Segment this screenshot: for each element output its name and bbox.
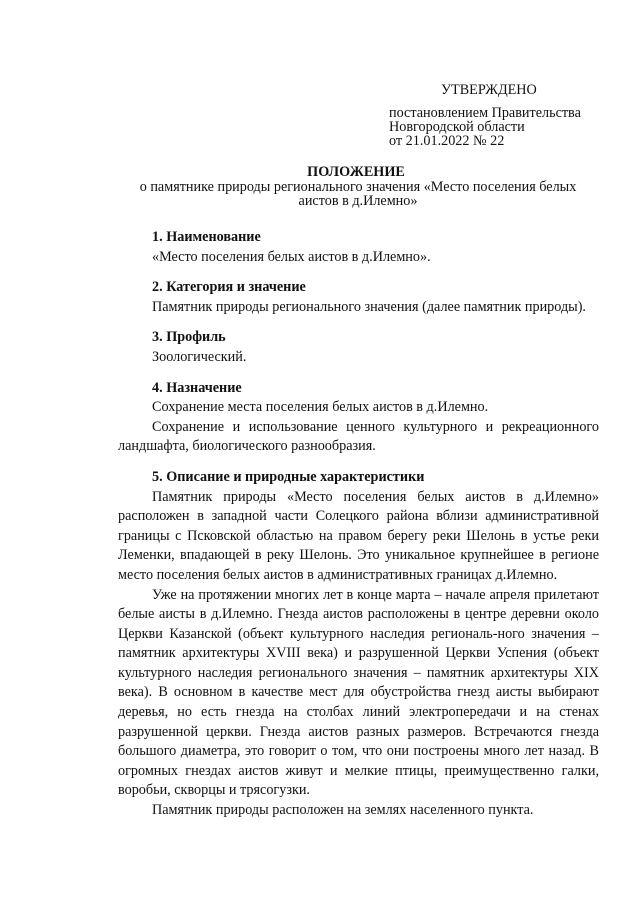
section-profile [118, 328, 599, 367]
approval-title: УТВЕРЖДЕНО [441, 82, 537, 98]
section-paragraph: Уже на протяжении многих лет в конце марта – начале апреля прилетают белые аисты в д.Илемно. Гнезда аистов расположены в центре деревни около Церкви Казанской (объект культурного наследия региональ-ного значения – памятник архитектуры XVIII века) и разрушенной Церкви Успения (объект культурного наследия регионального значения – памятник архитектуры XIX века). В основном в качестве мест для обустройства гнезд аисты выбирают деревья, но есть гнезда на столбах линий электропередачи и на стенах разрушенной церкви. Гнезда аистов разных размеров. Встречаются гнезда большого диаметра, это говорит о том, что они построены много лет назад. В огромных гнездах аистов живут и мелкие птицы, преимущественно галки, воробьи, скворцы и трясогузки. [118, 586, 599, 799]
section-purpose [118, 379, 599, 457]
section-heading: 4. Назначение [152, 379, 242, 396]
section-paragraph: Зоологический. [152, 348, 247, 365]
section-description [118, 468, 599, 821]
section-heading: 1. Наименование [152, 229, 261, 245]
section-heading: 5. Описание и природные характеристики [152, 468, 425, 485]
approval-line-2: Новгородской области [389, 119, 525, 135]
section-category [118, 278, 599, 317]
document-subtitle: о памятнике природы регионального значения «Место поселения белых аистов в д.Илемно» [139, 179, 577, 209]
approval-line-1: постановлением Правительства [389, 105, 581, 121]
section-name [118, 228, 599, 267]
approval-stamp [389, 83, 619, 148]
section-paragraph: Сохранение места поселения белых аистов в д.Илемно. [152, 399, 489, 416]
section-heading: 2. Категория и значение [152, 279, 306, 296]
section-heading: 3. Профиль [152, 329, 226, 346]
section-paragraph: Сохранение и использование ценного культурного и рекреационного ландшафта, биологического разнообразия. [118, 418, 599, 455]
document-body [118, 228, 599, 832]
approval-line-3: от 21.01.2022 № 22 [389, 133, 505, 149]
section-paragraph: Памятник природы регионального значения (далее памятник природы). [152, 298, 586, 315]
document-title: ПОЛОЖЕНИЕ [307, 164, 405, 180]
section-paragraph: Памятник природы расположен на землях населенного пункта. [152, 802, 534, 819]
section-paragraph: «Место поселения белых аистов в д.Илемно». [152, 248, 431, 265]
section-paragraph: Памятник природы «Место поселения белых аистов в д.Илемно» расположен в западной части Солецкого района вблизи административной границы с Псковской областью на правом берегу реки Шелонь в устье реки Леменки, впадающей в реку Шелонь. Это уникальное крупнейшее в регионе место поселения белых аистов в административных границах д.Илемно. [118, 488, 599, 583]
